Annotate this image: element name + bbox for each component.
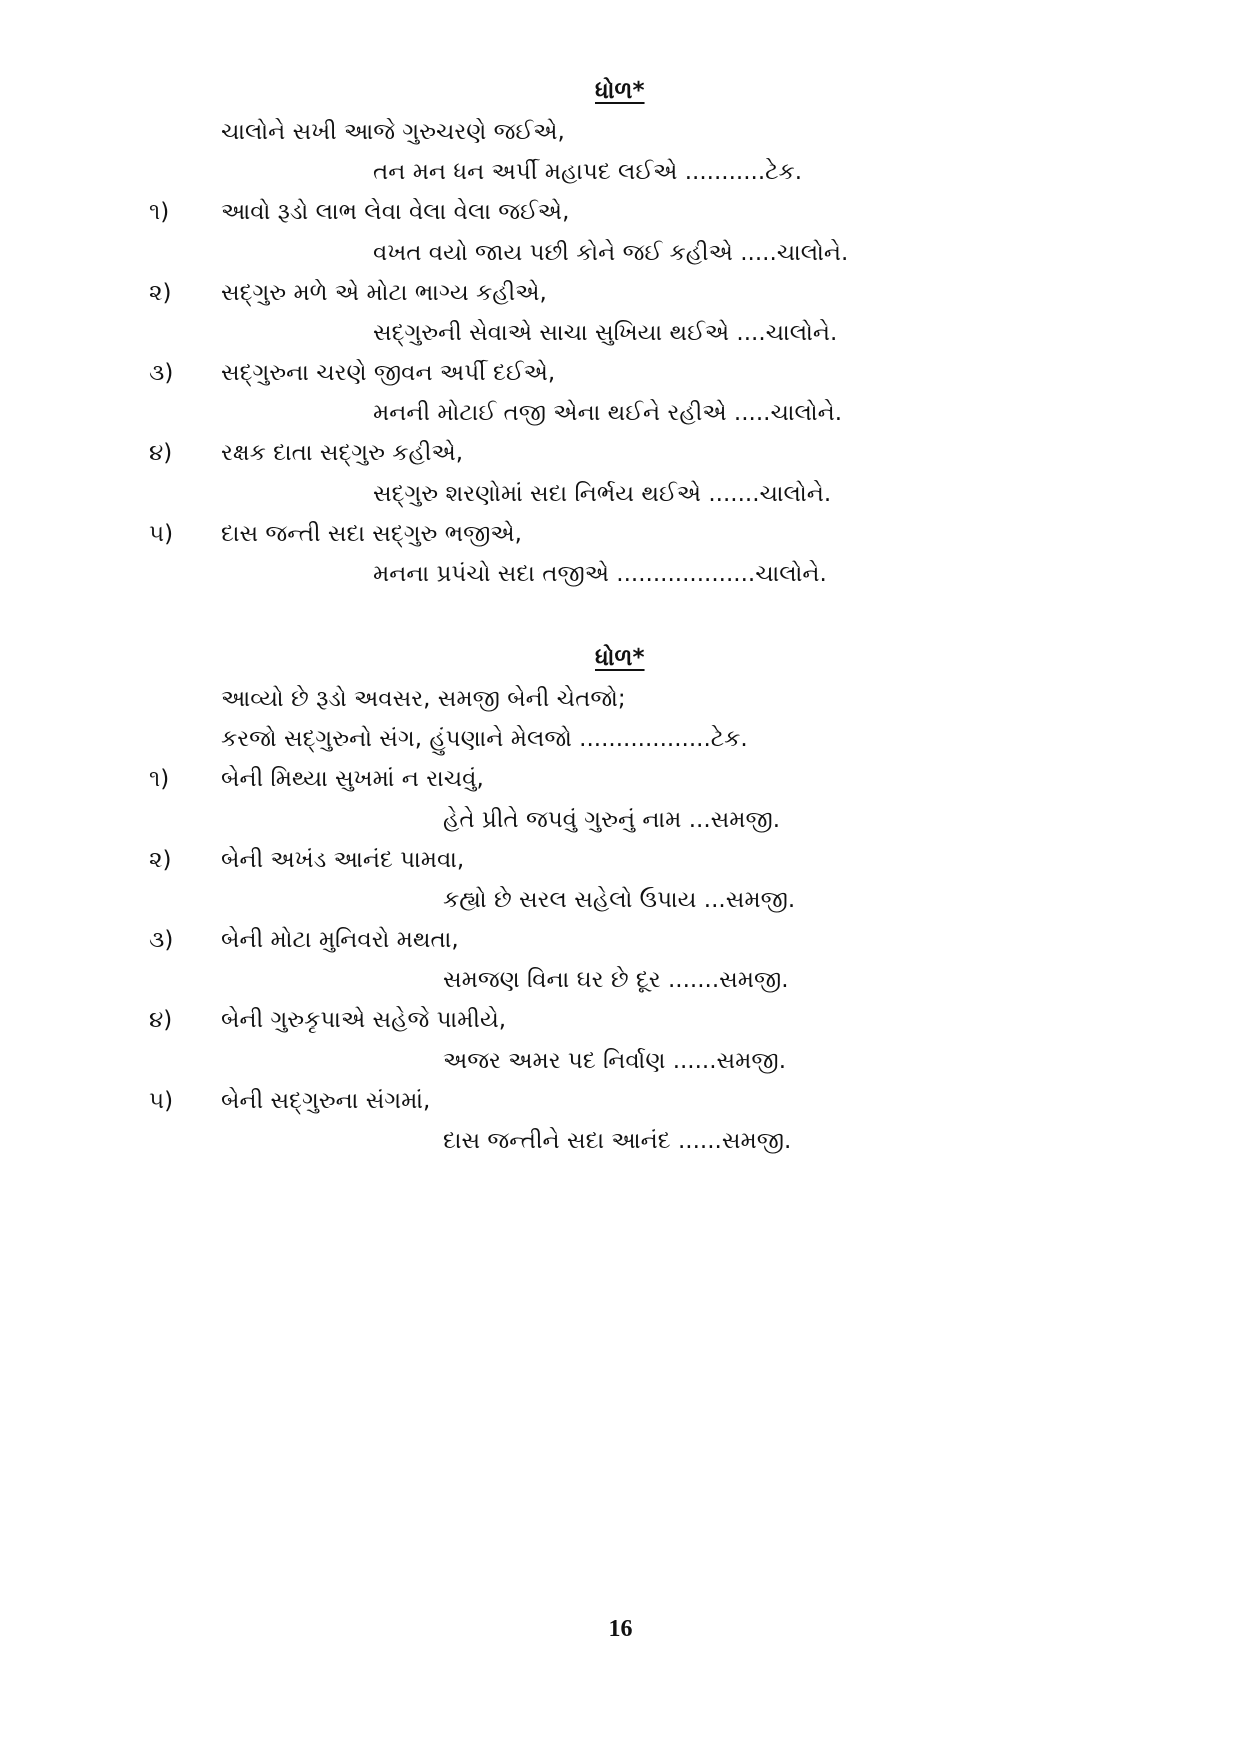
song1-verse5-line1: દાસ જન્તી સદા સદ્‌ગુરુ ભજીએ, xyxy=(221,521,522,547)
song2-verse1-line2: હેતે પ્રીતે જપવું ગુરુનું નામ ...સમજી. xyxy=(443,807,781,833)
song1-verse5-number: ૫) xyxy=(149,521,174,547)
song1-verse1-number: ૧) xyxy=(149,199,170,225)
song1-verse3-line2: મનની મોટાઈ તજી એના થઈને રહીએ .....ચાલોને. xyxy=(373,400,843,426)
song1-verse2-line1: સદ્‌ગુરુ મળે એ મોટા ભાગ્ય કહીએ, xyxy=(221,280,547,306)
song1-verse5-line2: મનના પ્રપંચો સદા તજીએ ...................ચાલોને. xyxy=(373,561,827,587)
song2-verse4-line2: અજર અમર પદ નિર્વાણ ......સમજી. xyxy=(443,1048,787,1074)
song1-verse2-number: ૨) xyxy=(149,280,172,306)
song1-refrain-line1: ચાલોને સખી આજે ગુરુચરણે જઈએ, xyxy=(221,119,565,145)
song1-verse1-line1: આવો રૂડો લાભ લેવા વેલા વેલા જઈએ, xyxy=(221,199,570,225)
song2-verse3-number: ૩) xyxy=(149,927,174,953)
song2-verse5-line2: દાસ જન્તીને સદા આનંદ ......સમજી. xyxy=(443,1128,792,1154)
song2-verse4-number: ૪) xyxy=(149,1007,173,1033)
song1-refrain-line2: તન મન ધન અર્પી મહાપદ લઈએ ...........ટેક. xyxy=(373,159,803,185)
song1-verse4-line2: સદ્‌ગુરુ શરણોમાં સદા નિર્ભય થઈએ .......ચાલોને. xyxy=(373,481,832,507)
song1-title: ધોળ* xyxy=(595,78,645,104)
song1-verse4-line1: રક્ષક દાતા સદ્‌ગુરુ કહીએ, xyxy=(221,440,464,466)
song1-verse1-line2: વખત વયો જાય પછી કોને જઈ કહીએ .....ચાલોને. xyxy=(373,240,849,266)
song2-verse4-line1: બેની ગુરુકૃપાએ સહેજે પામીયે, xyxy=(221,1007,507,1033)
song2-refrain-line2: કરજો સદ્‌ગુરુનો સંગ, હુંપણાને મેલજો ..................ટેક. xyxy=(221,726,748,752)
song1-verse3-number: ૩) xyxy=(149,360,174,386)
song1-verse2-line2: સદ્‌ગુરુની સેવાએ સાચા સુખિયા થઈએ ....ચાલોને. xyxy=(373,320,838,346)
song2-refrain-line1: આવ્યો છે રૂડો અવસર, સમજી બેની ચેતજો; xyxy=(221,686,626,712)
song1-verse3-line1: સદ્‌ગુરુના ચરણે જીવન અર્પી દઈએ, xyxy=(221,360,556,386)
song2-verse5-number: ૫) xyxy=(149,1088,174,1114)
song2-verse2-number: ૨) xyxy=(149,847,172,873)
song2-verse1-number: ૧) xyxy=(149,766,170,792)
song1-verse4-number: ૪) xyxy=(149,440,173,466)
song2-verse5-line1: બેની સદ્‌ગુરુના સંગમાં, xyxy=(221,1088,431,1114)
song2-verse3-line1: બેની મોટા મુનિવરો મથતા, xyxy=(221,927,459,953)
song2-verse1-line1: બેની મિથ્યા સુખમાં ન રાચવું, xyxy=(221,766,484,792)
song2-verse2-line1: બેની અખંડ આનંદ પામવા, xyxy=(221,847,465,873)
song2-title: ધોળ* xyxy=(595,645,645,671)
page-number: 16 xyxy=(608,1616,633,1642)
song2-verse2-line2: કહ્યો છે સરલ સહેલો ઉપાય ...સમજી. xyxy=(443,887,796,913)
song2-verse3-line2: સમજણ વિના ઘર છે દૂર .......સમજી. xyxy=(443,967,789,993)
